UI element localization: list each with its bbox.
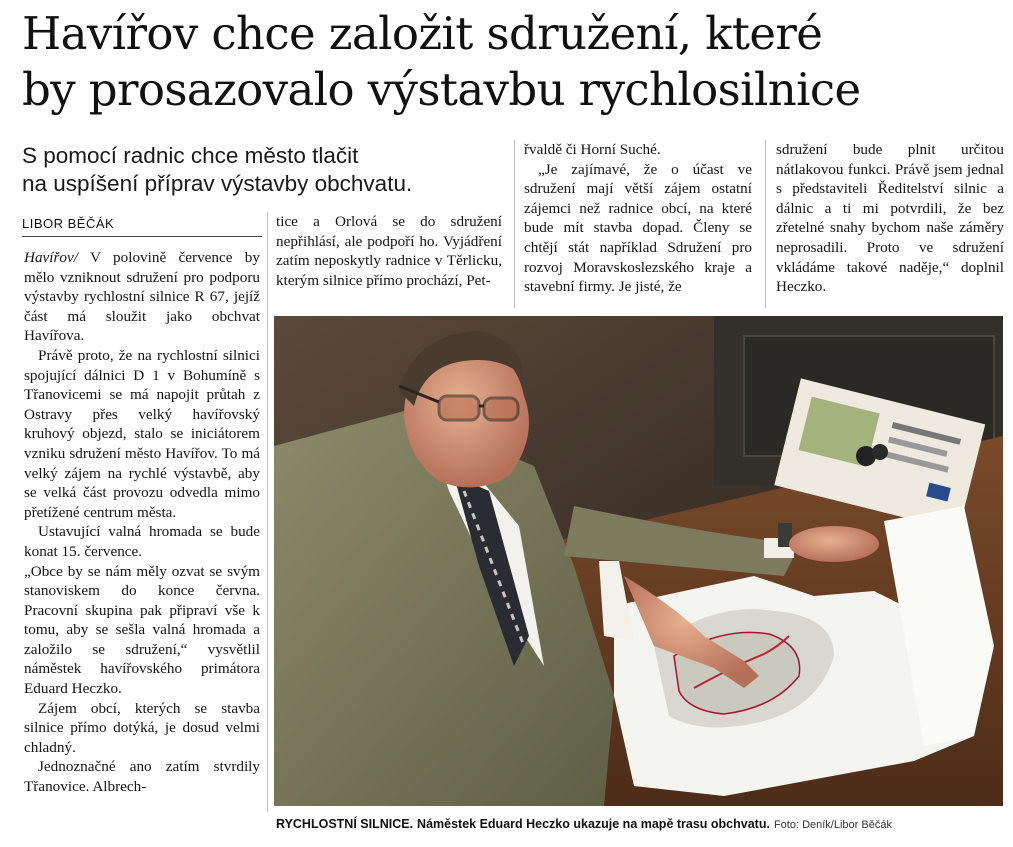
article-photo xyxy=(274,316,1003,806)
paragraph: tice a Orlová se do sdružení nepřihlásí, ale podpoří ho. Vyjádření zatím neposkytly radnice v Těrlicku, kterým silnice přímo prochází, Pet- xyxy=(276,213,502,289)
article-subhead xyxy=(22,142,512,198)
article-column-4 xyxy=(776,140,1004,297)
article-column-1 xyxy=(24,248,260,797)
paragraph: Právě proto, že na rychlostní silnici spojující dálnici D 1 v Bohumíně s Třanovicemi se má napojit průtah z Ostravy přes velký havířovský kruhový objezd, stalo se iniciátorem vzniku sdružení město Havířov. To má velký zájem na rychlé výstavbě, aby se velká část provozu odvedla mimo přetížené centrum města. xyxy=(24,346,260,521)
subhead-line-2: na uspíšení příprav výstavby obchvatu. xyxy=(22,171,413,196)
photo-credit: Foto: Deník/Libor Běčák xyxy=(773,819,892,831)
caption-text: Náměstek Eduard Heczko ukazuje na mapě trasu obchvatu. xyxy=(417,817,770,831)
article-headline xyxy=(22,6,1007,118)
paragraph: Zájem obcí, kterých se stavba silnice přímo dotýká, je dosud velmi chladný. xyxy=(24,699,260,756)
column-divider xyxy=(267,212,268,812)
paragraph: Ustavující valná hromada se bude konat 15. července. xyxy=(24,523,260,560)
paragraph: „Obce by se nám měly ozvat se svým stanoviskem do konce června. Pracovní skupina pak připraví vše k tomu, aby se sešla valná hromada a založilo se sdružení,“ vysvětlil náměstek havířovského primátora Eduard Heczko. xyxy=(24,562,260,698)
subhead-line-1: S pomocí radnic chce město tlačit xyxy=(22,143,359,168)
paragraph xyxy=(24,248,260,346)
paragraph: sdružení bude plnit určitou nátlakovou funkci. Právě jsem jednal s představiteli Ředitelství silnic a dálnic a ti mi potvrdili, že bez zřetelné snahy bychom naše záměry neprosadili. Proto ve sdružení vkládáme takové naděje,“ doplnil Heczko. xyxy=(776,141,1004,296)
paragraph: „Je zajímavé, že o účast ve sdružení mají větší zájem ostatní zájemci než radnice obcí, na které bude mít stavba dopad. Členy se chtějí stát například Sdružení pro rozvoj Moravskoslezského kraje a stavební firmy. Je jisté, že xyxy=(524,160,752,296)
column-divider xyxy=(514,140,515,308)
column-divider xyxy=(765,140,766,308)
caption-lead: RYCHLOSTNÍ SILNICE. xyxy=(276,817,414,831)
paragraph: řvaldě či Horní Suché. xyxy=(524,141,661,158)
photo-man-with-map xyxy=(274,316,1003,806)
photo-caption xyxy=(276,817,1006,831)
article-column-3 xyxy=(524,140,752,297)
headline-line-1: Havířov chce založit sdružení, které xyxy=(22,7,823,60)
headline-line-2: by prosazovalo výstavbu rychlosilnice xyxy=(22,63,861,116)
byline: LIBOR BĚČÁK xyxy=(22,216,262,237)
paragraph: Jednoznačné ano zatím stvrdily Třanovice. Albrech- xyxy=(24,758,260,796)
dateline: Havířov/ xyxy=(24,249,78,266)
paragraph-text: V polovině července by mělo vzniknout sdružení pro podporu výstavby rychlostní silnice R 67, jejíž část má sloužit jako obchvat Havířova. xyxy=(24,249,260,345)
article-column-2 xyxy=(276,212,502,290)
